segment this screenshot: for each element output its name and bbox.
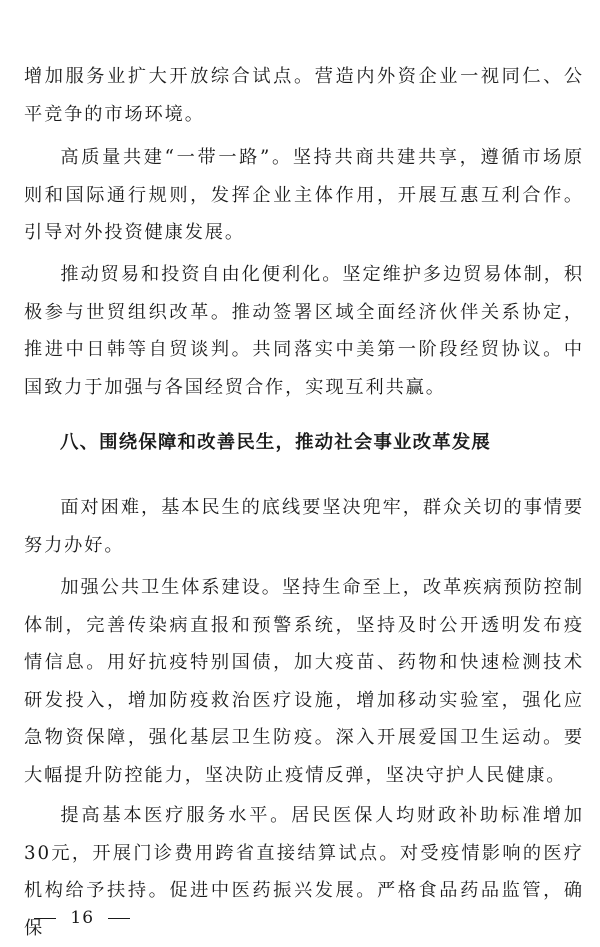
paragraph-public-health: 加强公共卫生体系建设。坚持生命至上，改革疾病预防控制体制，完善传染病直报和预警系统，坚持及时公开透明发布疫情信息。用好抗疫特别国债，加大疫苗、药物和快速检测技术研发投入，增加防疫救治医疗设施，增加移动实验室，强化应急物资保障，强化基层卫生防疫。深入开展爱国卫生运动。要大幅提升防控能力，坚决防止疫情反弹，坚决守护人民健康。: [24, 577, 584, 786]
paragraph-basic-livelihood: 面对困难，基本民生的底线要坚决兜牢，群众关切的事情要努力办好。: [24, 497, 584, 556]
footer-dash-right: [108, 918, 130, 919]
paragraph-service-opening: 增加服务业扩大开放综合试点。营造内外资企业一视同仁、公平竞争的市场环境。: [24, 66, 584, 125]
page-number: 16: [70, 908, 95, 928]
footer-dash-left: [34, 918, 56, 919]
page-footer: [26, 906, 138, 930]
paragraph-belt-and-road: 高质量共建“一带一路”。坚持共商共建共享，遵循市场原则和国际通行规则，发挥企业主体作用，开展互惠互利合作。引导对外投资健康发展。: [24, 147, 584, 243]
paragraph-trade-liberalization: 推动贸易和投资自由化便利化。坚定维护多边贸易体制，积极参与世贸组织改革。推动签署区域全面经济伙伴关系协定，推进中日韩等自贸谈判。共同落实中美第一阶段经贸协议。中国致力于加强与各国经贸合作，实现互利共赢。: [24, 264, 584, 398]
paragraph-medical-services: 提高基本医疗服务水平。居民医保人均财政补助标准增加30元，开展门诊费用跨省直接结算试点。对受疫情影响的医疗机构给予扶持。促进中医药振兴发展。严格食品药品监管，确保: [24, 805, 584, 939]
section-heading: 八、围绕保障和改善民生，推动社会事业改革发展: [60, 432, 491, 453]
